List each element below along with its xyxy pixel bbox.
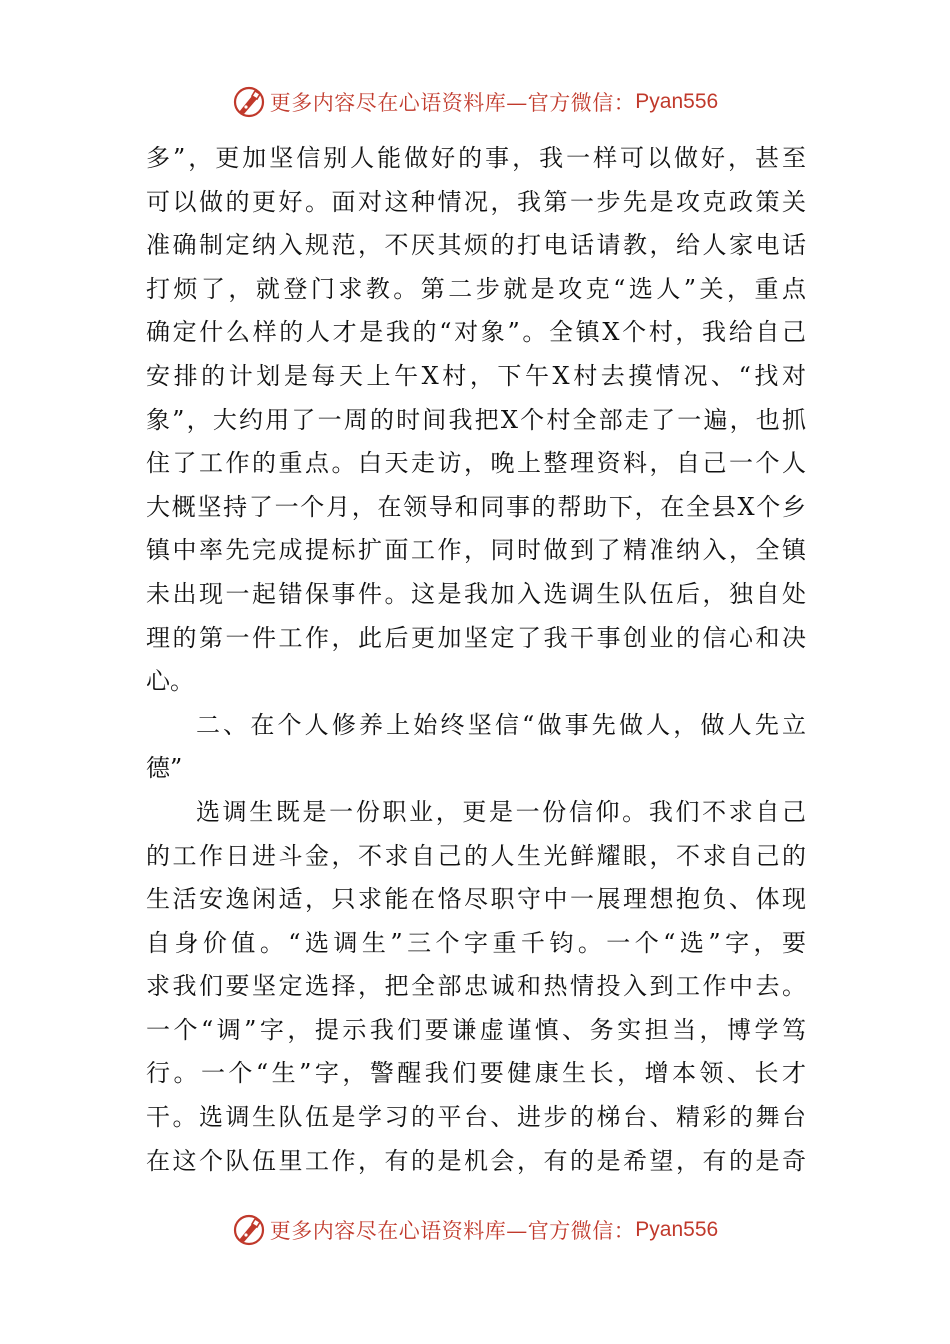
text-line: 的工作日进斗金，不求自己的人生光鲜耀眼，不求自己的 xyxy=(146,841,806,870)
text-line: 打烦了，就登门求教。第二步就是攻克“选人”关，重点 xyxy=(146,274,806,303)
watermark-wechat-id: Pyan556 xyxy=(635,1218,719,1241)
pen-nib-logo-icon xyxy=(232,85,266,119)
pen-nib-logo-icon xyxy=(232,1213,266,1247)
text-line: 未出现一起错保事件。这是我加入选调生队伍后，独自处 xyxy=(146,579,806,608)
text-line: 心。 xyxy=(146,667,194,696)
footer-watermark xyxy=(0,1210,950,1250)
text-line: 象”，大约用了一周的时间我把X个村全部走了一遍，也抓 xyxy=(146,405,806,434)
text-line: 确定什么样的人才是我的“对象”。全镇X个村，我给自己 xyxy=(146,318,806,347)
text-line: 在这个队伍里工作，有的是机会，有的是希望，有的是奇 xyxy=(146,1146,806,1175)
text-line: 镇中率先完成提标扩面工作，同时做到了精准纳入，全镇 xyxy=(146,536,806,565)
text-line: 多”，更加坚信别人能做好的事，我一样可以做好，甚至 xyxy=(146,144,806,172)
text-line: 一个“调”字，提示我们要谦虚谨慎、务实担当，博学笃 xyxy=(146,1015,806,1044)
section-heading: 德” xyxy=(146,754,183,783)
section-heading: 二、在个人修养上始终坚信“做事先做人，做人先立 xyxy=(196,710,806,739)
text-line: 选调生既是一份职业，更是一份信仰。我们不求自己 xyxy=(196,797,806,826)
text-line: 自身价值。“选调生”三个字重千钧。一个“选”字，要 xyxy=(146,928,806,957)
watermark-text: 更多内容尽在心语资料库—官方微信： xyxy=(269,91,636,115)
document-body xyxy=(146,137,806,1183)
text-line: 求我们要坚定选择，把全部忠诚和热情投入到工作中去。 xyxy=(146,972,806,1001)
text-line: 安排的计划是每天上午X村，下午X村去摸情况、“找对 xyxy=(146,361,806,390)
text-line: 可以做的更好。面对这种情况，我第一步先是攻克政策关 xyxy=(146,187,806,216)
watermark-wechat-id: Pyan556 xyxy=(635,90,719,113)
text-line: 大概坚持了一个月，在领导和同事的帮助下，在全县X个乡 xyxy=(146,492,806,521)
text-line: 干。选调生队伍是学习的平台、进步的梯台、精彩的舞台 xyxy=(146,1103,806,1132)
text-line: 生活安逸闲适，只求能在恪尽职守中一展理想抱负、体现 xyxy=(146,885,806,914)
header-watermark xyxy=(0,82,950,122)
text-line: 住了工作的重点。白天走访，晚上整理资料，自己一个人 xyxy=(146,449,806,478)
text-line: 准确制定纳入规范，不厌其烦的打电话请教，给人家电话 xyxy=(146,231,806,260)
text-line: 行。一个“生”字，警醒我们要健康生长，增本领、长才 xyxy=(146,1059,806,1088)
watermark-text: 更多内容尽在心语资料库—官方微信： xyxy=(269,1219,636,1243)
text-line: 理的第一件工作，此后更加坚定了我干事创业的信心和决 xyxy=(146,623,806,652)
